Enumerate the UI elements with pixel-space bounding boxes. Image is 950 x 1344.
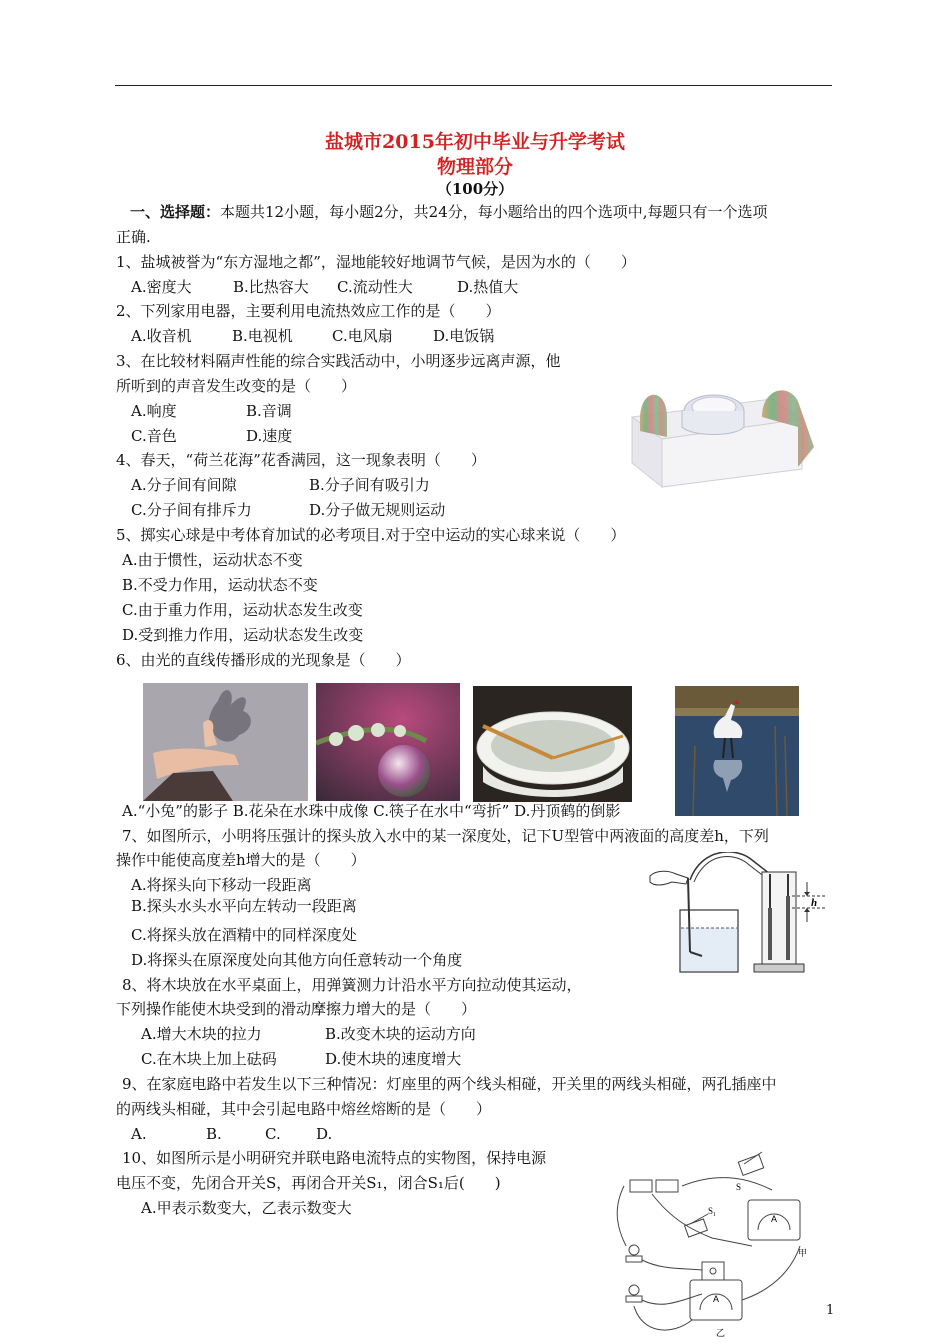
- q1-option-b: B.比热容大: [233, 278, 309, 296]
- q5-option-c: C.由于重力作用，运动状态发生改变: [122, 601, 363, 619]
- q10-option-a: A.甲表示数变大，乙表示数变大: [141, 1199, 352, 1217]
- q9-stem-line1: 9、在家庭电路中若发生以下三种情况：灯座里的两个线头相碰，开关里的两线头相碰，两孔插座中: [122, 1075, 777, 1093]
- q9-option-d: D.: [316, 1125, 333, 1143]
- switch-s-label: S: [736, 1182, 742, 1192]
- section-intro: [130, 202, 768, 222]
- q7-option-c: C.将探头放在酒精中的同样深度处: [131, 926, 357, 944]
- pressure-gauge-figure: [642, 852, 837, 980]
- q8-option-b: B.改变木块的运动方向: [325, 1025, 476, 1043]
- q6-stem: 6、由光的直线传播形成的光现象是（ ）: [116, 651, 411, 669]
- height-difference-label: h: [811, 897, 818, 909]
- section-intro-text: 本题共12小题，每小题2分，共24分，每小题给出的四个选项中,每题只有一个选项: [220, 203, 768, 221]
- q9-stem-line2: 的两线头相碰，其中会引起电路中熔丝熔断的是（ ）: [116, 1100, 492, 1118]
- q5-option-d: D.受到推力作用，运动状态发生改变: [122, 626, 364, 644]
- q1-option-d: D.热值大: [457, 278, 519, 296]
- q5-stem: 5、掷实心球是中考体育加试的必考项目.对于空中运动的实心球来说（ ）: [116, 526, 626, 544]
- q7-option-d: D.将探头在原深度处向其他方向任意转动一个角度: [131, 951, 463, 969]
- q3-option-c: C.音色: [131, 427, 177, 445]
- q9-option-b: B.: [206, 1125, 222, 1143]
- exam-subtitle: 物理部分: [436, 156, 513, 178]
- q2-option-a: A.收音机: [131, 327, 192, 345]
- sound-insulation-box-figure: [622, 377, 820, 492]
- q1-stem: 1、盐城被誉为“东方湿地之都”，湿地能较好地调节气候，是因为水的（ ）: [116, 253, 636, 271]
- parallel-circuit-figure: [612, 1150, 817, 1340]
- q7-option-b: B.探头水头水平向左转动一段距离: [131, 897, 357, 915]
- q10-stem-line2: 电压不变，先闭合开关S，再闭合开关S₁，闭合S₁后( ): [116, 1174, 501, 1192]
- q4-option-b: B.分子间有吸引力: [309, 476, 430, 494]
- header-rule: [115, 85, 832, 86]
- ammeter-yi-label: 乙: [716, 1329, 726, 1339]
- q4-option-d: D.分子做无规则运动: [309, 501, 446, 519]
- ammeter-jia-label: 甲: [798, 1249, 808, 1259]
- q8-option-c: C.在木块上加上砝码: [141, 1050, 277, 1068]
- q9-option-a: A.: [131, 1125, 147, 1143]
- q4-stem: 4、春天，“荷兰花海”花香满园，这一现象表明（ ）: [116, 451, 486, 469]
- q8-stem-line2: 下列操作能使木块受到的滑动摩擦力增大的是（ ）: [116, 1000, 477, 1018]
- q7-option-a: A.将探头向下移动一段距离: [131, 876, 312, 894]
- q10-stem-line1: 10、如图所示是小明研究并联电路电流特点的实物图，保持电源: [122, 1149, 547, 1167]
- q5-option-b: B.不受力作用，运动状态不变: [122, 576, 318, 594]
- q3-stem-line2: 所听到的声音发生改变的是（ ）: [116, 377, 357, 395]
- q2-stem: 2、下列家用电器，主要利用电流热效应工作的是（ ）: [116, 302, 501, 320]
- q4-option-c: C.分子间有排斥力: [131, 501, 252, 519]
- q5-option-a: A.由于惯性，运动状态不变: [122, 551, 303, 569]
- q3-stem-line1: 3、在比较材料隔声性能的综合实践活动中，小明逐步远离声源，他: [116, 352, 561, 370]
- q2-option-d: D.电饭锅: [433, 327, 495, 345]
- q7-stem-line2: 操作中能使高度差h增大的是（ ）: [116, 851, 366, 869]
- chopsticks-in-bowl-photo: [473, 686, 632, 802]
- q8-option-a: A.增大木块的拉力: [141, 1025, 262, 1043]
- q7-stem-line1: 7、如图所示，小明将压强计的探头放入水中的某一深度处，记下U型管中两液面的高度差h，下列: [122, 827, 769, 845]
- q9-option-c: C.: [265, 1125, 281, 1143]
- q3-option-a: A.响度: [131, 402, 177, 420]
- flower-in-dewdrop-photo: [316, 683, 460, 801]
- q1-option-c: C.流动性大: [337, 278, 413, 296]
- q1-option-a: A.密度大: [131, 278, 192, 296]
- page-number: 1: [826, 1303, 835, 1318]
- rabbit-shadow-photo: [143, 683, 308, 801]
- q6-options: A.“小兔”的影子 B.花朵在水珠中成像 C.筷子在水中“弯折” D.丹顶鹤的倒影: [122, 802, 621, 820]
- q2-option-c: C.电风扇: [332, 327, 393, 345]
- q2-option-b: B.电视机: [232, 327, 293, 345]
- crane-reflection-photo: [675, 686, 799, 816]
- ammeter-jia-symbol: A: [771, 1214, 778, 1224]
- q4-option-a: A.分子间有间隙: [131, 476, 237, 494]
- total-score: （100分）: [436, 180, 514, 198]
- exam-title: 盐城市2015年初中毕业与升学考试: [325, 131, 625, 153]
- q8-stem-line1: 8、将木块放在水平桌面上，用弹簧测力计沿水平方向拉动使其运动，: [122, 976, 582, 994]
- section-heading: 一、选择题：: [130, 203, 221, 221]
- section-intro-cont: 正确.: [116, 228, 151, 246]
- q3-option-d: D.速度: [246, 427, 293, 445]
- switch-s1-label: S₁: [708, 1206, 717, 1216]
- ammeter-yi-symbol: A: [713, 1294, 720, 1304]
- q8-option-d: D.使木块的速度增大: [325, 1050, 462, 1068]
- q3-option-b: B.音调: [246, 402, 292, 420]
